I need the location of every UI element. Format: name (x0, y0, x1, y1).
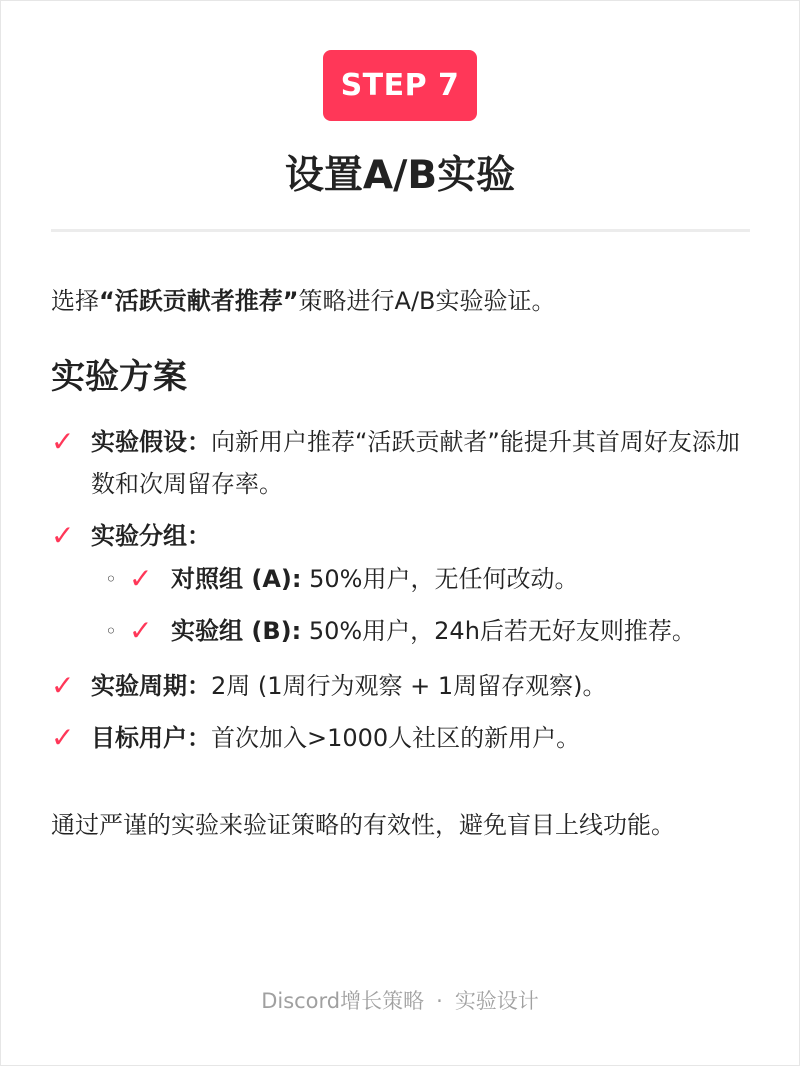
sub-item-treatment-group (105, 610, 745, 652)
list-item-body: 首次加入>1000人社区的新用户。 (211, 724, 581, 752)
sub-item-control-group (105, 558, 745, 600)
intro-paragraph (51, 279, 751, 323)
page-title: 设置A/B实验 (284, 153, 516, 198)
footer-topic: 实验设计 (454, 989, 539, 1013)
list-item-label: 实验分组： (91, 522, 211, 550)
list-item-body: 向新用户推荐“活跃贡献者”能提升其首周好友添加数和次周留存率。 (91, 428, 740, 498)
hollow-bullet-icon: ◦ (105, 567, 117, 591)
list-item-text (91, 665, 751, 707)
closing-paragraph: 通过严谨的实验来验证策略的有效性，避免盲目上线功能。 (51, 811, 675, 839)
check-icon: ✓ (129, 614, 153, 647)
check-icon: ✓ (51, 669, 75, 702)
section-heading: 实验方案 (51, 357, 187, 397)
check-icon: ✓ (51, 425, 75, 458)
sub-item-label: 对照组 (A): (171, 565, 302, 593)
intro-prefix: 选择 (51, 287, 99, 315)
list-item-text (91, 515, 751, 557)
sub-item-text (171, 610, 751, 652)
footer-separator: · (436, 989, 443, 1013)
list-item-target-users (51, 717, 761, 759)
sub-item-body: 50%用户，24h后若无好友则推荐。 (301, 617, 696, 645)
check-icon: ✓ (51, 721, 75, 754)
sub-item-body: 50%用户，无任何改动。 (301, 565, 579, 593)
list-item-text (91, 717, 751, 759)
footer-brand: Discord增长策略 (261, 989, 425, 1013)
list-item-text (91, 421, 751, 505)
check-icon: ✓ (51, 519, 75, 552)
list-item-label: 目标用户： (91, 724, 211, 752)
divider (51, 229, 750, 232)
footer (0, 983, 800, 1019)
intro-suffix: 策略进行A/B实验验证。 (298, 287, 556, 315)
hollow-bullet-icon: ◦ (105, 619, 117, 643)
badge-container (0, 50, 800, 121)
check-icon: ✓ (129, 562, 153, 595)
list-item-hypothesis (51, 421, 761, 505)
list-item-period (51, 665, 761, 707)
step-badge: STEP 7 (323, 50, 477, 121)
list-item-groups (51, 515, 761, 557)
sub-item-label: 实验组 (B): (171, 617, 302, 645)
list-item-label: 实验周期： (91, 672, 211, 700)
list-item-body: 2周 (1周行为观察 + 1周留存观察)。 (211, 672, 607, 700)
list-item-label: 实验假设： (91, 428, 211, 456)
sub-item-text (171, 558, 751, 600)
intro-highlight: “活跃贡献者推荐” (99, 287, 299, 315)
